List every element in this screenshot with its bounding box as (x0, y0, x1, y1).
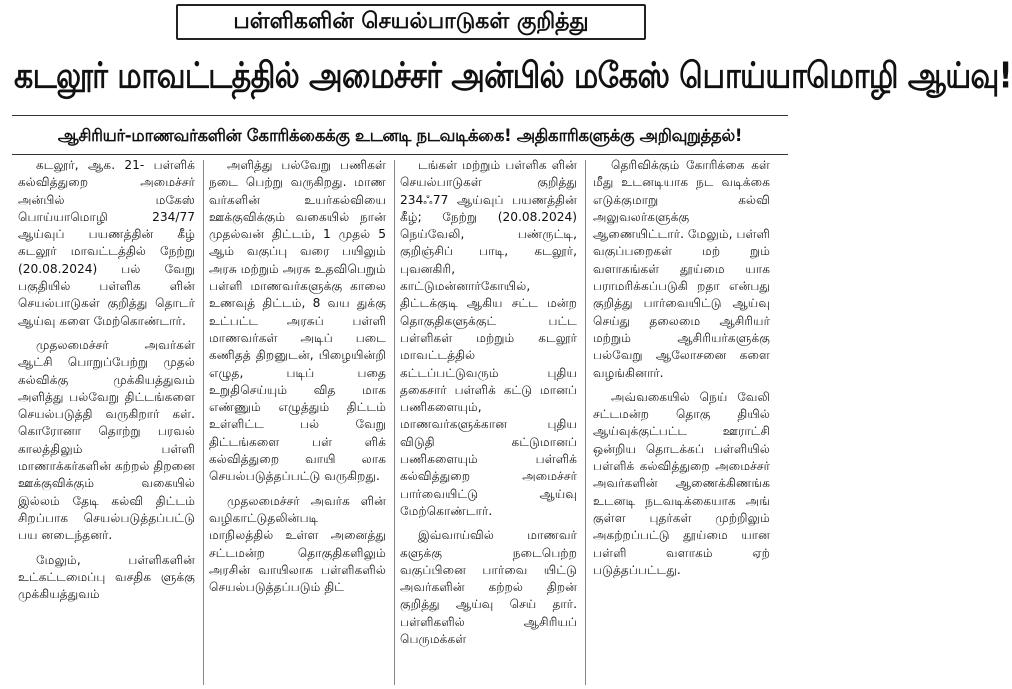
paragraph: தெரிவிக்கும் கோரிக்கை கள் மீது உடனடியாக நட வடிக்கை எடுக்குமாறு கல்வி அலுவலர்களுக்கு ஆணையிட்டார். மேலும், பள்ளி வகுப்பறைகள் மற் றும் வளாகங்கள் தூய்மை யாக பராமரிக்கப்படுகி றதா என்பது குறித்து பார்வையிட்டு ஆய்வு செய்து தலைமை ஆசிரியர் மற்றும் ஆசிரியர்களுக்கு பல்வேறு ஆலோசனை களை வழங்கினார். (593, 158, 770, 380)
paragraph: டங்கள் மற்றும் பள்ளிக ளின் செயல்பாடுகள் குறித்து 234ஃ77 ஆய்வுப் பயணத்தின் கீழ்; நேற்று (20.08.2024) நெய்வேலி, பண்ருட்டி, குறிஞ்சிப் பாடி, கடலூர், புவனகிரி, காட்டுமன்னார்கோயில், திட்டக்குடி ஆகிய சட்ட மன்ற தொகுதிகளுக்குட் பட்ட பள்ளிகள் மற்றும் கடலூர் மாவட்டத்தில் கட்டப்பட்டுவரும் புதிய தகைசார் பள்ளிக் கட்டு மானப் பணிகளையும், மாணவர்களுக்கான புதிய விடுதி கட்டுமானப் பணிகளையும் பள்ளிக் கல்வித்துறை அமைச்சர் பார்வையிட்டு ஆய்வு மேற்கொண்டார். (400, 158, 577, 518)
paragraph: முதலமைச்சர் அவர்கள் ஆட்சி பொறுப்பேற்று முதல் கல்விக்கு முக்கியத்துவம் அளித்து பல்வேறு திட்டங்களை செயல்படுத்தி வருகிறார் கள். கொரோனா தொற்று பரவல் காலத்திலும் பள்ளி மாணாக்கர்களின் கற்றல் திறனை ஊக்குவிக்கும் வகையில் இல்லம் தேடி கல்வி திட்டம் சிறப்பாக செயல்படுத்தப்பட்டு பய னடைந்தனர். (18, 337, 195, 543)
column-divider (585, 160, 586, 685)
subheadline-rule (12, 154, 788, 155)
headline-rule (12, 115, 788, 116)
kicker-label: பள்ளிகளின் செயல்பாடுகள் குறித்து (176, 4, 646, 40)
article-column-2 (209, 157, 386, 685)
article-column-1 (18, 157, 195, 685)
paragraph: அவ்வகையில் நெய் வேலி சட்டமன்ற தொகு தியில் ஆய்வுக்குட்பட்ட ஊராட்சி ஒன்றிய தொடக்கப் பள்ளியில் பள்ளிக் கல்வித்துறை அமைச்சர் அவர்களின் ஆணைக்கிணங்க உடனடி நடவடிக்கையாக அங் குள்ள புதர்கள் முற்றிலும் அகற்றப்பட்டு தூய்மை யான பள்ளி வளாகம் ஏற் படுத்தப்பட்டது. (593, 389, 770, 577)
kicker-area (0, 0, 800, 42)
column-divider (203, 160, 204, 685)
paragraph: இவ்வாய்வில் மாணவர் களுக்கு நடைபெற்ற வகுப்பினை பார்வை யிட்டு அவர்களின் கற்றல் திறன் குறித்து ஆய்வு செய் தார். பள்ளிகளில் ஆசிரியப் பெருமக்கள் (400, 528, 577, 647)
column-divider (394, 160, 395, 685)
paragraph: மேலும், பள்ளிகளின் உட்கட்டமைப்பு வசதிக ளுக்கு முக்கியத்துவம் (18, 552, 195, 602)
article-column-4 (593, 157, 770, 685)
headline: கடலூர் மாவட்டத்தில் அமைச்சர் அன்பில் மகேஸ் பொய்யாமொழி ஆய்வு! (14, 55, 1012, 98)
subheadline: ஆசிரியர்-மாணவர்களின் கோரிக்கைக்கு உடனடி நடவடிக்கை! அதிகாரிகளுக்கு அறிவுறுத்தல்! (57, 126, 743, 145)
paragraph: முதலமைச்சர் அவர்க ளின் வழிகாட்டுதலின்படி மாநிலத்தில் உள்ள அனைத்து சட்டமன்ற தொகுதிகளிலும் அரசின் வாயிலாக பள்ளிகளில் செயல்படுத்தப்படும் திட் (209, 493, 386, 595)
article-column-3 (400, 157, 577, 685)
paragraph: அளித்து பல்வேறு பணிகள் நடை பெற்று வருகிறது. மாண வர்களின் உயர்கல்வியை ஊக்குவிக்கும் வகையில் நான் முதல்வன் திட்டம், 1 முதல் 5 ஆம் வகுப்பு வரை பயிலும் அரசு மற்றும் அரசு உதவிபெறும் பள்ளி மாணவர்களுக்கு காலை உணவுத் திட்டம், 8 வய துக்கு உட்பட்ட அரசுப் பள்ளி மாணவர்கள் அடிப் படை கணிதத் திறனுடன், பிழையின்றி எழுத, படிப் பதை உறுதிசெய்யும் வித மாக எண்ணும் எழுத்தும் திட்டம் உள்ளிட்ட பல் வேறு திட்டங்களை பள் ளிக் கல்வித்துறை வாயி லாக செயல்படுத்தப்பட்டு வருகிறது. (209, 158, 386, 484)
paragraph: கடலூர், ஆக. 21- பள்ளிக் கல்வித்துறை அமைச்சர் அன்பில் மகேஸ் பொய்யாமொழி 234/77 ஆய்வுப் பயணத்தின் கீழ் கடலூர் மாவட்டத்தில் நேற்று (20.08.2024) பல் வேறு பகுதியில் பள்ளிக ளின் செயல்பாடுகள் குறித்து தொடர் ஆய்வு களை மேற்கொண்டார். (18, 158, 195, 328)
